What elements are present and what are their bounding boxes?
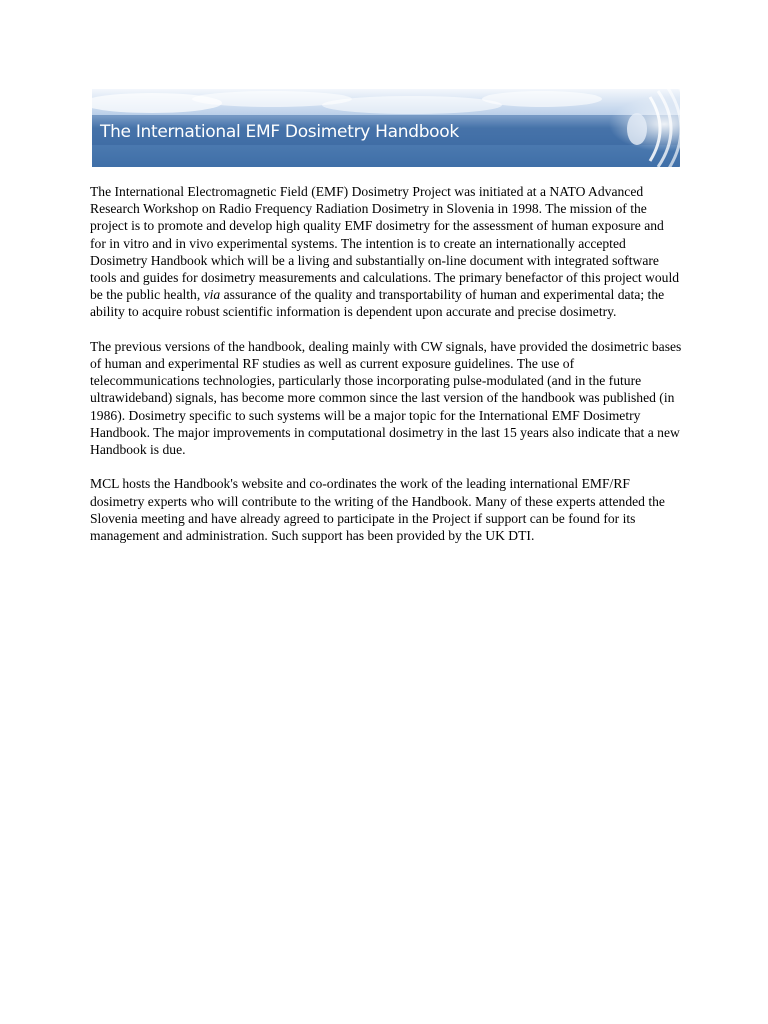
- paragraph-mcl-hosting: MCL hosts the Handbook's website and co-ordinates the work of the leading international EMF/RF dosimetry experts who will contribute to the writing of the Handbook. Many of these experts attended the Slovenia meeting and have already agreed to participate in the Project if support can be found for its management and administration. Such support has been provided by the UK DTI.: [90, 476, 665, 544]
- paragraph-1-text-b: assurance of the quality and transportability of human and experimental data; the ability to acquire robust scientific information is dependent upon accurate and precise dosimetry.: [90, 287, 665, 320]
- banner-title: The International EMF Dosimetry Handbook: [100, 122, 459, 142]
- paragraph-project-intro: [90, 183, 682, 321]
- paragraph-previous-versions: The previous versions of the handbook, dealing mainly with CW signals, have provided the dosimetric bases of human and experimental RF studies as well as current exposure guidelines. The use of telecommunications technologies, particularly those incorporating pulse-modulated (and in the future ultrawideband) signals, has become more common since the last version of the handbook was published (in 1986). Dosimetry specific to such systems will be a major topic for the International EMF Dosimetry Handbook. The major improvements in computational dosimetry in the last 15 years also indicate that a new Handbook is due.: [90, 338, 682, 458]
- paragraph-1-emphasis: via: [203, 287, 221, 303]
- document-body: [90, 183, 682, 561]
- paragraph-1-text-a: The International Electromagnetic Field (EMF) Dosimetry Project was initiated at a NATO Advanced Research Workshop on Radio Frequency Radiation Dosimetry in Slovenia in 1998. The mission of the project is to promote and develop high quality EMF dosimetry for the assessment of human exposure and for in vitro and in vivo experimental systems. The intention is to create an internationally accepted Dosimetry Handbook which will be a living and substantially on-line document with integrated software tools and guides for dosimetry measurements and calculations. The primary benefactor of this project would be the public health,: [90, 184, 680, 303]
- header-banner: [92, 89, 680, 167]
